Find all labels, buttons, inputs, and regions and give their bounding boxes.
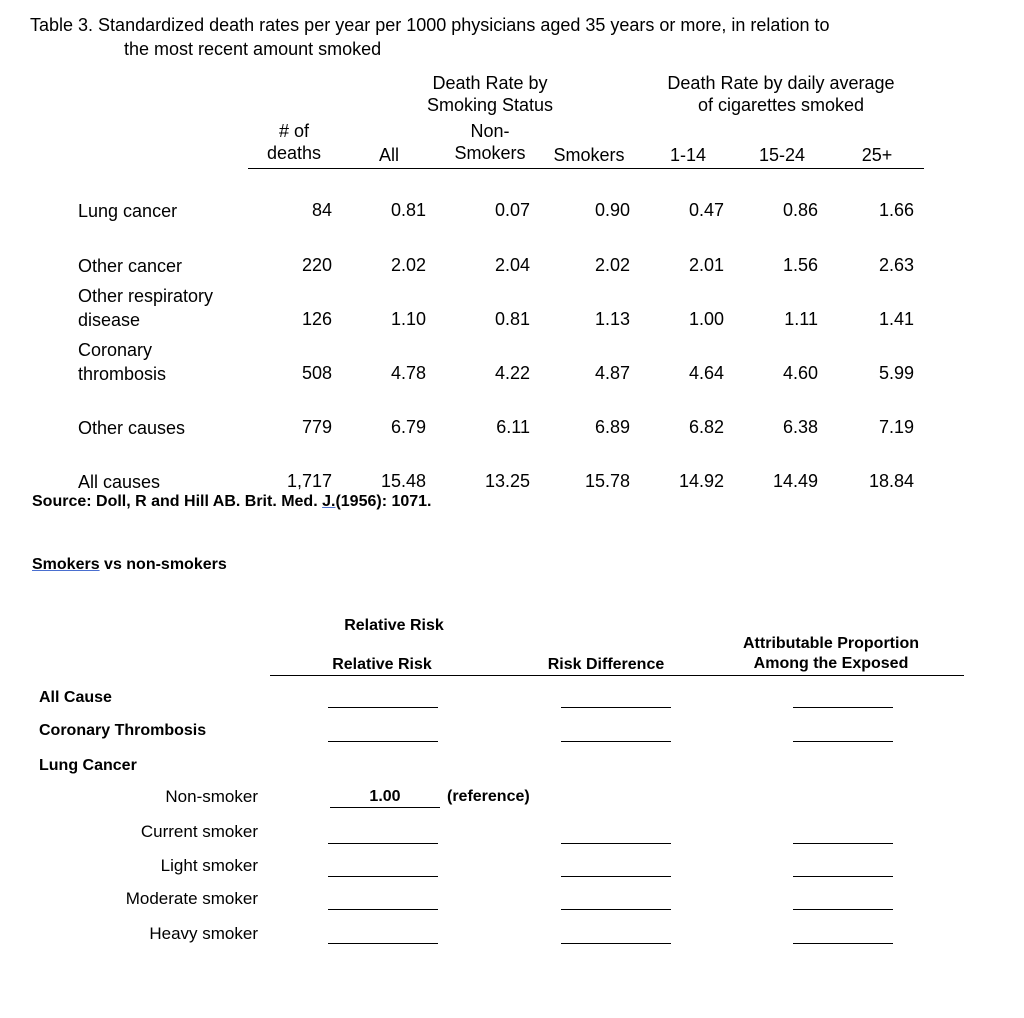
- cell-deaths: 220: [301, 255, 332, 275]
- cell-smokers: 6.89: [594, 417, 630, 437]
- header-nonsmokers: Non- Smokers: [454, 121, 526, 163]
- reference-note: (reference): [447, 788, 530, 805]
- header-rule: [248, 168, 924, 169]
- label-lung-cancer: Lung Cancer: [39, 757, 137, 774]
- cell-nonsmokers: 6.11: [496, 417, 530, 437]
- cell-nonsmokers: 13.25: [484, 471, 530, 491]
- row-label: All causes: [78, 472, 161, 492]
- cell-all: 15.48: [380, 471, 426, 491]
- table-title-line2: the most recent amount smoked: [124, 39, 382, 59]
- label-coronary-thrombosis: Coronary Thrombosis: [39, 722, 207, 739]
- row-label: Other respiratory disease: [78, 286, 214, 330]
- cell-deaths: 84: [311, 200, 332, 220]
- blank-heavy-rd[interactable]: [561, 943, 671, 944]
- col-relative-risk: Relative Risk: [332, 656, 432, 673]
- cell-smokers: 15.78: [584, 471, 630, 491]
- cell-1-14: 2.01: [688, 255, 724, 275]
- cell-all: 1.10: [390, 309, 426, 329]
- header-deaths: # of deaths: [266, 121, 322, 163]
- blank-all-cause-rd[interactable]: [561, 707, 671, 708]
- cell-25plus: 7.19: [878, 417, 914, 437]
- cell-deaths: 779: [301, 417, 332, 437]
- cell-25plus: 1.41: [878, 309, 914, 329]
- table-title-line1: Table 3. Standardized death rates per year per 1000 physicians aged 35 years or more, in relation to: [30, 15, 830, 35]
- cell-all: 4.78: [390, 363, 426, 383]
- header-15-24: 15-24: [758, 145, 806, 165]
- section2-header-rule: [270, 675, 964, 676]
- section-heading: Smokers vs non-smokers: [32, 556, 227, 573]
- header-25plus: 25+: [861, 145, 893, 165]
- row-label: Other cancer: [78, 256, 183, 276]
- cell-deaths: 508: [301, 363, 332, 383]
- row-label: Other causes: [78, 418, 186, 438]
- blank-moderate-ap[interactable]: [793, 909, 893, 910]
- blank-coronary-ap[interactable]: [793, 741, 893, 742]
- blank-all-cause-rr[interactable]: [328, 707, 438, 708]
- blank-heavy-rr[interactable]: [328, 943, 438, 944]
- cell-1-14: 4.64: [688, 363, 724, 383]
- cell-all: 0.81: [390, 200, 426, 220]
- header-status-group: Death Rate by Smoking Status: [426, 73, 554, 115]
- cell-1-14: 6.82: [688, 417, 724, 437]
- blank-current-rd[interactable]: [561, 843, 671, 844]
- blank-heavy-ap[interactable]: [793, 943, 893, 944]
- source-citation: Source: Doll, R and Hill AB. Brit. Med. J.(1956): 1071.: [32, 493, 432, 510]
- blank-current-ap[interactable]: [793, 843, 893, 844]
- cell-smokers: 2.02: [594, 255, 630, 275]
- blank-light-ap[interactable]: [793, 876, 893, 877]
- cell-nonsmokers: 0.81: [494, 309, 530, 329]
- label-heavy-smoker: Heavy smoker: [149, 924, 258, 943]
- blank-all-cause-ap[interactable]: [793, 707, 893, 708]
- blank-coronary-rd[interactable]: [561, 741, 671, 742]
- cell-all: 6.79: [390, 417, 426, 437]
- relative-risk-group-label: Relative Risk: [344, 617, 444, 634]
- col-risk-difference: Risk Difference: [547, 656, 665, 673]
- label-light-smoker: Light smoker: [160, 856, 258, 875]
- header-smokers: Smokers: [553, 145, 625, 165]
- header-daily-group: Death Rate by daily average of cigarettes smoked: [667, 73, 895, 115]
- blank-coronary-rr[interactable]: [328, 741, 438, 742]
- cell-25plus: 2.63: [878, 255, 914, 275]
- cell-nonsmokers: 2.04: [494, 255, 530, 275]
- blank-moderate-rr[interactable]: [328, 909, 438, 910]
- cell-25plus: 1.66: [878, 200, 914, 220]
- row-label: Lung cancer: [78, 201, 178, 221]
- label-current-smoker: Current smoker: [140, 822, 258, 841]
- cell-deaths: 126: [301, 309, 332, 329]
- cell-deaths: 1,717: [286, 471, 332, 491]
- blank-light-rd[interactable]: [561, 876, 671, 877]
- cell-15-24: 1.56: [782, 255, 818, 275]
- blank-moderate-rd[interactable]: [561, 909, 671, 910]
- header-all: All: [378, 145, 399, 165]
- cell-smokers: 4.87: [594, 363, 630, 383]
- nonsmoker-relative-risk: 1.00: [369, 788, 401, 805]
- cell-smokers: 1.13: [594, 309, 630, 329]
- label-all-cause: All Cause: [39, 689, 112, 706]
- cell-1-14: 1.00: [688, 309, 724, 329]
- row-label: Coronary thrombosis: [78, 340, 167, 384]
- cell-1-14: 0.47: [688, 200, 724, 220]
- label-moderate-smoker: Moderate smoker: [125, 889, 258, 908]
- cell-nonsmokers: 0.07: [494, 200, 530, 220]
- cell-25plus: 5.99: [878, 363, 914, 383]
- header-1-14: 1-14: [669, 145, 707, 165]
- cell-all: 2.02: [390, 255, 426, 275]
- cell-1-14: 14.92: [678, 471, 724, 491]
- nonsmoker-rr-underline: [330, 807, 440, 808]
- cell-15-24: 0.86: [782, 200, 818, 220]
- cell-25plus: 18.84: [868, 471, 914, 491]
- cell-15-24: 14.49: [772, 471, 818, 491]
- blank-current-rr[interactable]: [328, 843, 438, 844]
- cell-15-24: 4.60: [782, 363, 818, 383]
- cell-nonsmokers: 4.22: [494, 363, 530, 383]
- blank-light-rr[interactable]: [328, 876, 438, 877]
- col-attributable-proportion: Attributable Proportion Among the Exposed: [743, 635, 919, 672]
- label-non-smoker: Non-smoker: [165, 787, 258, 806]
- cell-15-24: 1.11: [784, 309, 818, 329]
- cell-smokers: 0.90: [594, 200, 630, 220]
- cell-15-24: 6.38: [782, 417, 818, 437]
